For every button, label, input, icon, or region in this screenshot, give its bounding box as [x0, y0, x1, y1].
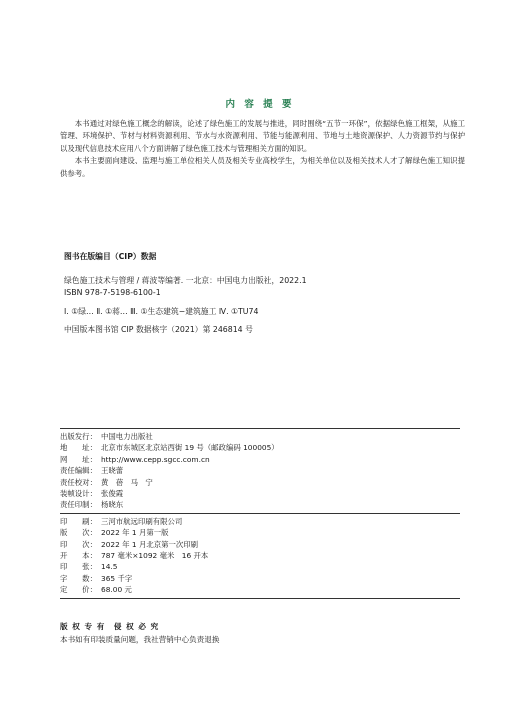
- info-row: [60, 539, 460, 550]
- abstract-title: 内 容 提 要: [225, 99, 295, 110]
- info-row: [60, 477, 460, 488]
- info-row: [60, 431, 460, 442]
- info-row: [60, 573, 460, 584]
- info-row: [60, 584, 460, 595]
- divider: [60, 598, 460, 599]
- publisher-info: [60, 429, 460, 513]
- abstract-text: [60, 118, 465, 180]
- info-value: 王晓蕾: [101, 466, 124, 476]
- info-key: 定 价：: [60, 585, 97, 595]
- info-row: [60, 454, 460, 465]
- info-row: [60, 442, 460, 453]
- cip-line: 绿色施工技术与管理 / 蒋波等编著. 一北京：中国电力出版社，2022.1: [64, 275, 307, 285]
- info-key: 出版发行：: [60, 432, 97, 441]
- info-row: [60, 550, 460, 561]
- info-row: [60, 488, 460, 499]
- cip-isbn: ISBN 978-7-5198-6100-1: [64, 288, 161, 298]
- info-key: 印 次：: [60, 539, 97, 549]
- info-key: 版 次：: [60, 528, 97, 538]
- cip-title: 图书在版编目（CIP）数据: [64, 252, 157, 261]
- info-key: 印 张：: [60, 562, 97, 572]
- info-value: 黄 蓓 马 宁: [101, 477, 153, 487]
- info-value: 365 千字: [101, 573, 133, 583]
- rights-title: 版 权 专 有 侵 权 必 究: [60, 622, 160, 631]
- info-key: 地 址：: [60, 443, 97, 453]
- info-value: 张俊霞: [101, 489, 124, 499]
- info-value: 三河市航远印刷有限公司: [101, 516, 183, 526]
- info-key: 责任校对：: [60, 477, 97, 487]
- info-value: 14.5: [101, 562, 118, 572]
- info-key: 网 址：: [60, 454, 97, 464]
- info-key: 责任编辑：: [60, 466, 97, 476]
- info-key: 字 数：: [60, 573, 97, 583]
- info-value: 2022 年 1 月北京第一次印刷: [101, 539, 199, 549]
- info-row: [60, 499, 460, 510]
- info-row: [60, 527, 460, 538]
- cip-data-block: [64, 251, 464, 337]
- info-row: [60, 561, 460, 572]
- imprint-block: [60, 428, 460, 599]
- info-value: 2022 年 1 月第一版: [101, 528, 169, 538]
- info-key: 印 刷：: [60, 516, 97, 526]
- info-value: 68.00 元: [101, 585, 132, 595]
- info-key: 开 本：: [60, 551, 97, 561]
- cip-classification: Ⅰ. ①绿… Ⅱ. ①蒋… Ⅲ. ①生态建筑−建筑施工 Ⅳ. ①TU74: [64, 306, 259, 316]
- cip-record-number: 中国版本图书馆 CIP 数据核字（2021）第 246814 号: [64, 325, 253, 335]
- info-value: 中国电力出版社: [101, 432, 153, 441]
- info-key: 责任印制：: [60, 500, 97, 510]
- info-key: 装帧设计：: [60, 489, 97, 499]
- abstract-paragraph: 本书通过对绿色施工概念的解读，论述了绿色施工的发展与推进，同时围绕“五节一环保”，依据绿色施工框架，从施工管理、环境保护、节材与材料资源利用、节水与水资源利用、节能与能源利用、节地与土地资源保护、人力资源节约与保护以及现代信息技术应用八个方面讲解了绿色施工技术与管理相关方面的知识。: [60, 119, 465, 153]
- printing-info: [60, 514, 460, 598]
- info-value: 杨晓东: [101, 500, 124, 510]
- info-row: [60, 516, 460, 527]
- info-value: http://www.cepp.sgcc.com.cn: [101, 454, 210, 464]
- info-value: 北京市东城区北京站西街 19 号（邮政编码 100005）: [101, 443, 279, 453]
- abstract-paragraph: 本书主要面向建设、监理与施工单位相关人员及相关专业高校学生，为相关单位以及相关技术人才了解绿色施工知识提供参考。: [60, 156, 465, 178]
- info-row: [60, 465, 460, 476]
- rights-block: [60, 620, 460, 646]
- rights-note: 本书如有印装质量问题，我社营销中心负责退换: [60, 635, 220, 644]
- info-value: 787 毫米×1092 毫米 16 开本: [101, 551, 209, 561]
